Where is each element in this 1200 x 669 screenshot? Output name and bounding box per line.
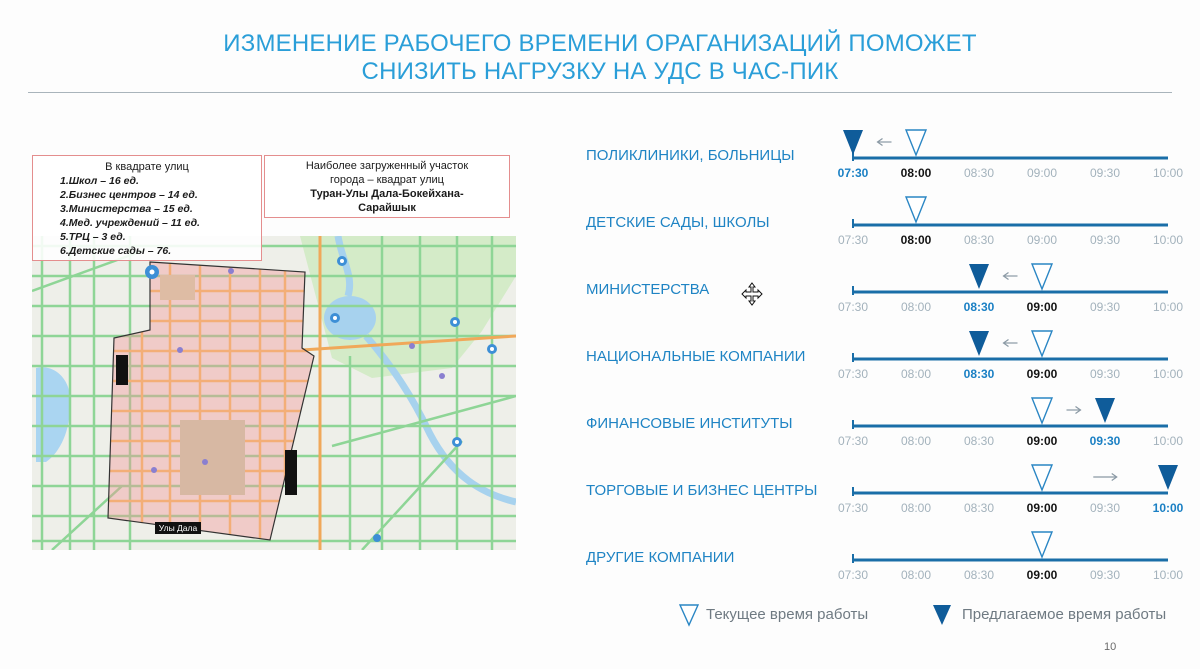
- tick-label: 08:00: [900, 166, 932, 180]
- tick-label: 10:00: [1152, 568, 1184, 582]
- proposed-time-marker: [1095, 398, 1115, 423]
- tick-label: 09:00: [1026, 568, 1058, 582]
- proposed-time-marker: [969, 331, 989, 356]
- tick-label: 08:30: [963, 568, 995, 582]
- tick-label: 09:00: [1026, 166, 1058, 180]
- move-cursor-icon: [741, 282, 763, 311]
- shift-earlier-arrow: [1004, 340, 1018, 347]
- tick-label: 08:30: [963, 300, 995, 314]
- current-time-marker: [1032, 398, 1052, 423]
- facilities-heading: В квадрате улиц: [105, 161, 189, 173]
- tick-label: 08:00: [900, 233, 932, 247]
- tick-label: 10:00: [1152, 233, 1184, 247]
- tick-label: 07:30: [837, 300, 869, 314]
- tick-label: 10:00: [1152, 501, 1184, 515]
- tick-label: 08:30: [963, 166, 995, 180]
- timeline-row: [586, 398, 1183, 448]
- tick-label: 09:30: [1089, 501, 1121, 515]
- street-label-south: Улы Дала: [158, 523, 198, 533]
- shift-later-arrow: [1093, 474, 1116, 481]
- tick-label: 07:30: [837, 367, 869, 381]
- facility-count-item: 3.Министерства – 15 ед.: [60, 203, 193, 215]
- legend-label: Текущее время работы: [706, 606, 869, 623]
- timeline-row: [586, 465, 1184, 515]
- tick-label: 10:00: [1152, 367, 1184, 381]
- timeline-row: [586, 331, 1183, 381]
- current-time-marker: [906, 130, 926, 155]
- row-label: ДЕТСКИЕ САДЫ, ШКОЛЫ: [586, 214, 770, 231]
- current-time-marker: [1032, 465, 1052, 490]
- shift-earlier-arrow: [878, 139, 892, 146]
- timeline-row: [586, 264, 1183, 314]
- timeline-row: [586, 197, 1183, 247]
- shift-earlier-arrow: [1004, 273, 1018, 280]
- tick-label: 08:30: [963, 367, 995, 381]
- slide-title-line-2: СНИЗИТЬ НАГРУЗКУ НА УДС В ЧАС-ПИК: [361, 58, 839, 85]
- tick-label: 09:30: [1089, 300, 1121, 314]
- row-label: ФИНАНСОВЫЕ ИНСТИТУТЫ: [586, 415, 793, 432]
- tick-label: 07:30: [837, 501, 869, 515]
- proposed-time-marker: [843, 130, 863, 155]
- chart-legend: [680, 605, 1166, 625]
- congestion-streets-line: Сарайшык: [358, 202, 416, 214]
- tick-label: 08:30: [963, 434, 995, 448]
- tick-label: 09:30: [1089, 233, 1121, 247]
- tick-label: 07:30: [837, 166, 869, 180]
- tick-label: 08:00: [900, 300, 932, 314]
- tick-label: 08:00: [900, 568, 932, 582]
- row-label: ТОРГОВЫЕ И БИЗНЕС ЦЕНТРЫ: [586, 482, 818, 499]
- congestion-streets-line: Туран-Улы Дала-Бокейхана-: [310, 188, 464, 200]
- tick-label: 09:00: [1026, 233, 1058, 247]
- legend-label: Предлагаемое время работы: [962, 606, 1167, 623]
- facility-count-item: 4.Мед. учреждений – 11 ед.: [60, 217, 200, 229]
- tick-label: 09:30: [1089, 434, 1121, 448]
- proposed-time-marker: [1158, 465, 1178, 490]
- tick-label: 07:30: [837, 233, 869, 247]
- facility-count-item: 2.Бизнес центров – 14 ед.: [60, 189, 198, 201]
- legend-current-marker: [680, 605, 698, 625]
- tick-label: 10:00: [1152, 300, 1184, 314]
- tick-label: 10:00: [1152, 434, 1184, 448]
- timeline-row: [586, 130, 1183, 180]
- tick-label: 09:30: [1089, 367, 1121, 381]
- facility-count-item: 6.Детские сады – 76.: [60, 245, 172, 257]
- current-time-marker: [1032, 331, 1052, 356]
- slide-title-line-1: ИЗМЕНЕНИЕ РАБОЧЕГО ВРЕМЕНИ ОРАГАНИЗАЦИЙ ПОМОЖЕТ: [223, 30, 977, 57]
- tick-label: 09:00: [1026, 434, 1058, 448]
- tick-label: 08:00: [900, 501, 932, 515]
- facility-count-item: 5.ТРЦ – 3 ед.: [60, 231, 126, 243]
- tick-label: 10:00: [1152, 166, 1184, 180]
- congestion-text-line: города – квадрат улиц: [330, 174, 444, 186]
- tick-label: 09:00: [1026, 300, 1058, 314]
- row-label: ДРУГИЕ КОМПАНИИ: [586, 549, 735, 566]
- tick-label: 08:00: [900, 367, 932, 381]
- tick-label: 09:30: [1089, 568, 1121, 582]
- tick-label: 09:00: [1026, 367, 1058, 381]
- tick-label: 08:30: [963, 233, 995, 247]
- tick-label: 08:00: [900, 434, 932, 448]
- current-time-marker: [1032, 264, 1052, 289]
- page-number: 10: [1104, 641, 1117, 653]
- tick-label: 08:30: [963, 501, 995, 515]
- facility-count-item: 1.Школ – 16 ед.: [60, 175, 139, 187]
- current-time-marker: [906, 197, 926, 222]
- current-time-marker: [1032, 532, 1052, 557]
- shift-later-arrow: [1067, 407, 1081, 414]
- row-label: НАЦИОНАЛЬНЫЕ КОМПАНИИ: [586, 348, 806, 365]
- row-label: ПОЛИКЛИНИКИ, БОЛЬНИЦЫ: [586, 147, 795, 164]
- timeline-row: [586, 532, 1183, 582]
- tick-label: 09:30: [1089, 166, 1121, 180]
- congestion-text-line: Наиболее загруженный участок: [305, 160, 469, 172]
- tick-label: 09:00: [1026, 501, 1058, 515]
- tick-label: 07:30: [837, 568, 869, 582]
- proposed-time-marker: [969, 264, 989, 289]
- legend-proposed-marker: [933, 605, 951, 625]
- row-label: МИНИСТЕРСТВА: [586, 281, 710, 298]
- tick-label: 07:30: [837, 434, 869, 448]
